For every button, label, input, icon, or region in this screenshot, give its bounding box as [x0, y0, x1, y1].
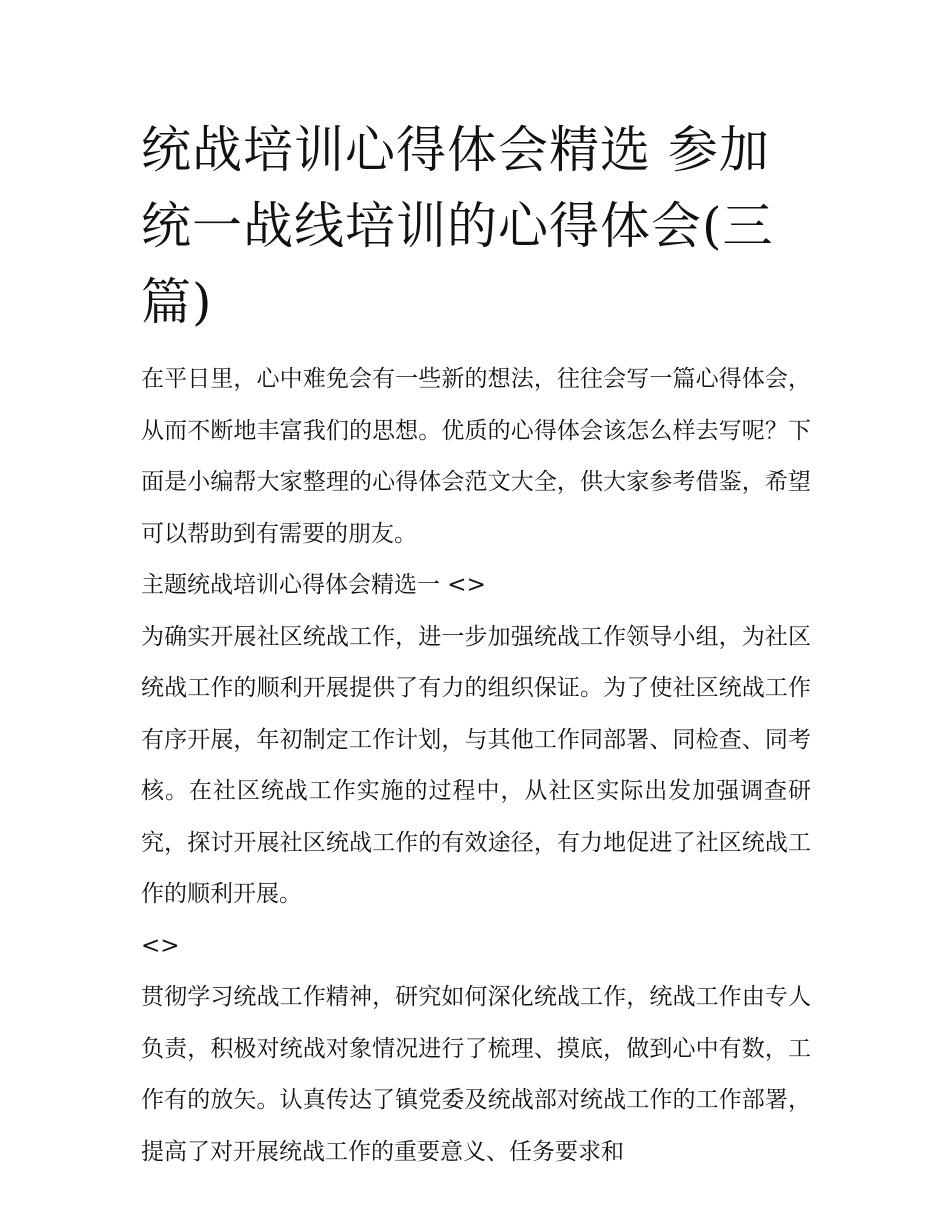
intro-paragraph: 在平日里，心中难免会有一些新的想法，往往会写一篇心得体会，从而不断地丰富我们的思想。优质的心得体会该怎么样去写呢？下面是小编帮大家整理的心得体会范文大全，供大家参考借鉴，希望可以帮助到有需要的朋友。: [141, 366, 811, 547]
section-heading: 主题统战培训心得体会精选一 <>: [141, 572, 486, 598]
document-title: 统战培训心得体会精选 参加统一战线培训的心得体会(三篇): [141, 121, 774, 331]
separator-line: <>: [141, 932, 180, 959]
body-paragraph-1: 为确实开展社区统战工作，进一步加强统战工作领导小组，为社区统战工作的顺利开展提供了有力的组织保证。为了使社区统战工作有序开展，年初制定工作计划，与其他工作同部署、同检查、同考核。在社区统战工作实施的过程中，从社区实际出发加强调查研究，探讨开展社区统战工作的有效途径，有力地促进了社区统战工作的顺利开展。: [141, 623, 811, 907]
document-body: [141, 112, 811, 1178]
body-paragraph-2: 贯彻学习统战工作精神，研究如何深化统战工作，统战工作由专人负责，积极对统战对象情况进行了梳理、摸底，做到心中有数，工作有的放矢。认真传达了镇党委及统战部对统战工作的工作部署，提高了对开展统战工作的重要意义、任务要求和: [141, 984, 811, 1165]
